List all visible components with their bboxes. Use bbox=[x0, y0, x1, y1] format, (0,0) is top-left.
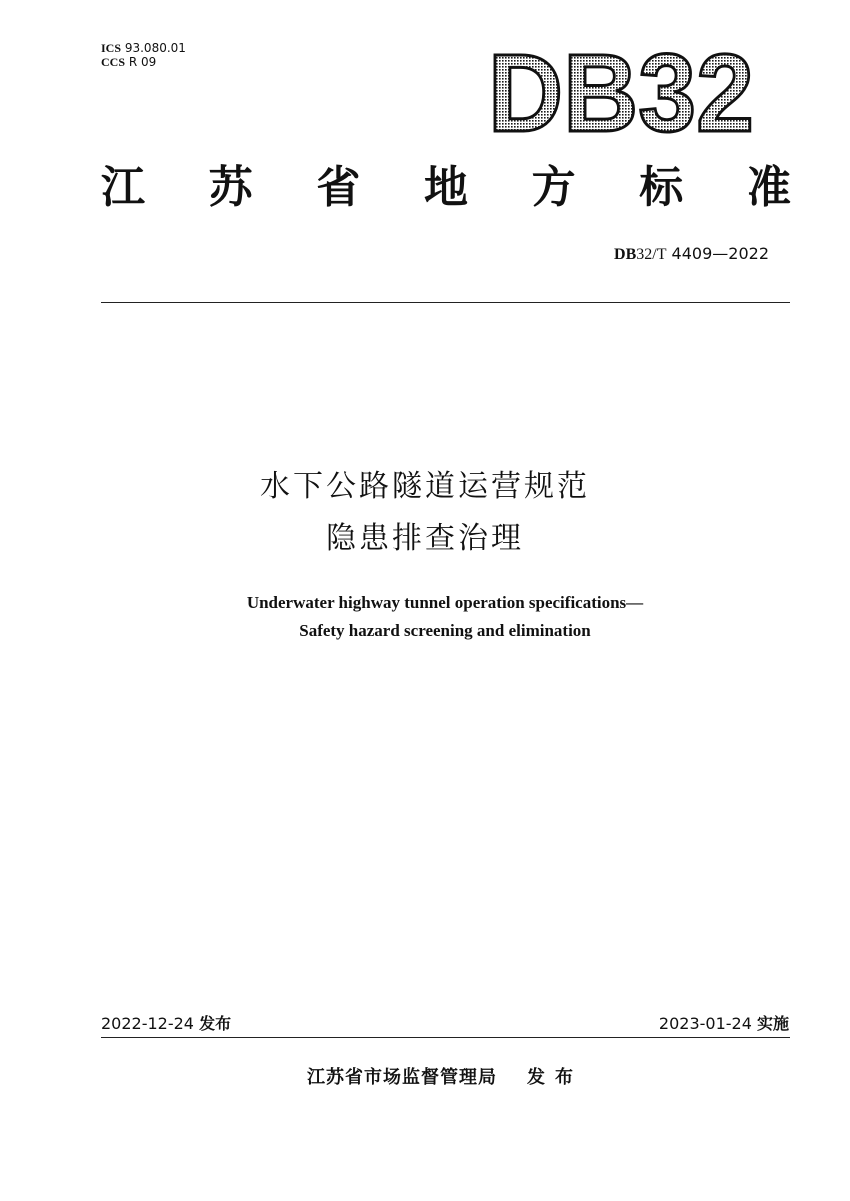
standard-number-code: 32/T bbox=[636, 246, 667, 263]
issue-date-block bbox=[101, 1013, 231, 1035]
province-title-char: 地 bbox=[423, 162, 468, 213]
ccs-value: R 09 bbox=[128, 55, 157, 69]
effective-label: 实施 bbox=[756, 1014, 789, 1033]
issue-date: 2022-12-24 bbox=[101, 1014, 194, 1033]
province-title-char: 标 bbox=[639, 162, 684, 213]
classification-codes bbox=[101, 41, 186, 69]
province-title-char: 省 bbox=[316, 162, 361, 213]
db32-logo bbox=[484, 48, 764, 140]
effective-date: 2023-01-24 bbox=[658, 1014, 752, 1033]
issue-label: 发布 bbox=[199, 1014, 232, 1033]
ccs-code bbox=[101, 55, 186, 69]
issuer-action: 发布 bbox=[527, 1067, 583, 1088]
ics-label: ICS bbox=[101, 41, 122, 55]
effective-date-block bbox=[659, 1013, 789, 1035]
header-divider bbox=[101, 302, 790, 303]
province-title-char: 苏 bbox=[208, 162, 253, 213]
ics-code bbox=[101, 41, 186, 55]
title-en-line2: Safety hazard screening and elimination bbox=[299, 621, 591, 640]
province-title-char: 方 bbox=[531, 162, 576, 213]
title-cn-line1: 水下公路隧道运营规范 bbox=[260, 469, 590, 504]
standard-number-prefix: DB bbox=[614, 246, 637, 263]
ics-value: 93.080.01 bbox=[124, 41, 186, 55]
footer-divider bbox=[101, 1037, 790, 1038]
standard-number-value: 4409—2022 bbox=[666, 244, 769, 263]
issuer-line bbox=[0, 1065, 850, 1091]
title-cn-line2: 隐患排查治理 bbox=[326, 521, 524, 556]
title-en-line1: Underwater highway tunnel operation specifications— bbox=[246, 593, 644, 612]
province-title-char: 准 bbox=[746, 162, 791, 213]
province-title-char: 江 bbox=[101, 162, 145, 213]
logo-text: DB32 bbox=[488, 48, 754, 140]
ccs-label: CCS bbox=[101, 55, 126, 69]
issuer-name: 江苏省市场监督管理局 bbox=[307, 1067, 497, 1088]
standard-number bbox=[614, 244, 769, 265]
province-standard-title bbox=[101, 162, 791, 214]
